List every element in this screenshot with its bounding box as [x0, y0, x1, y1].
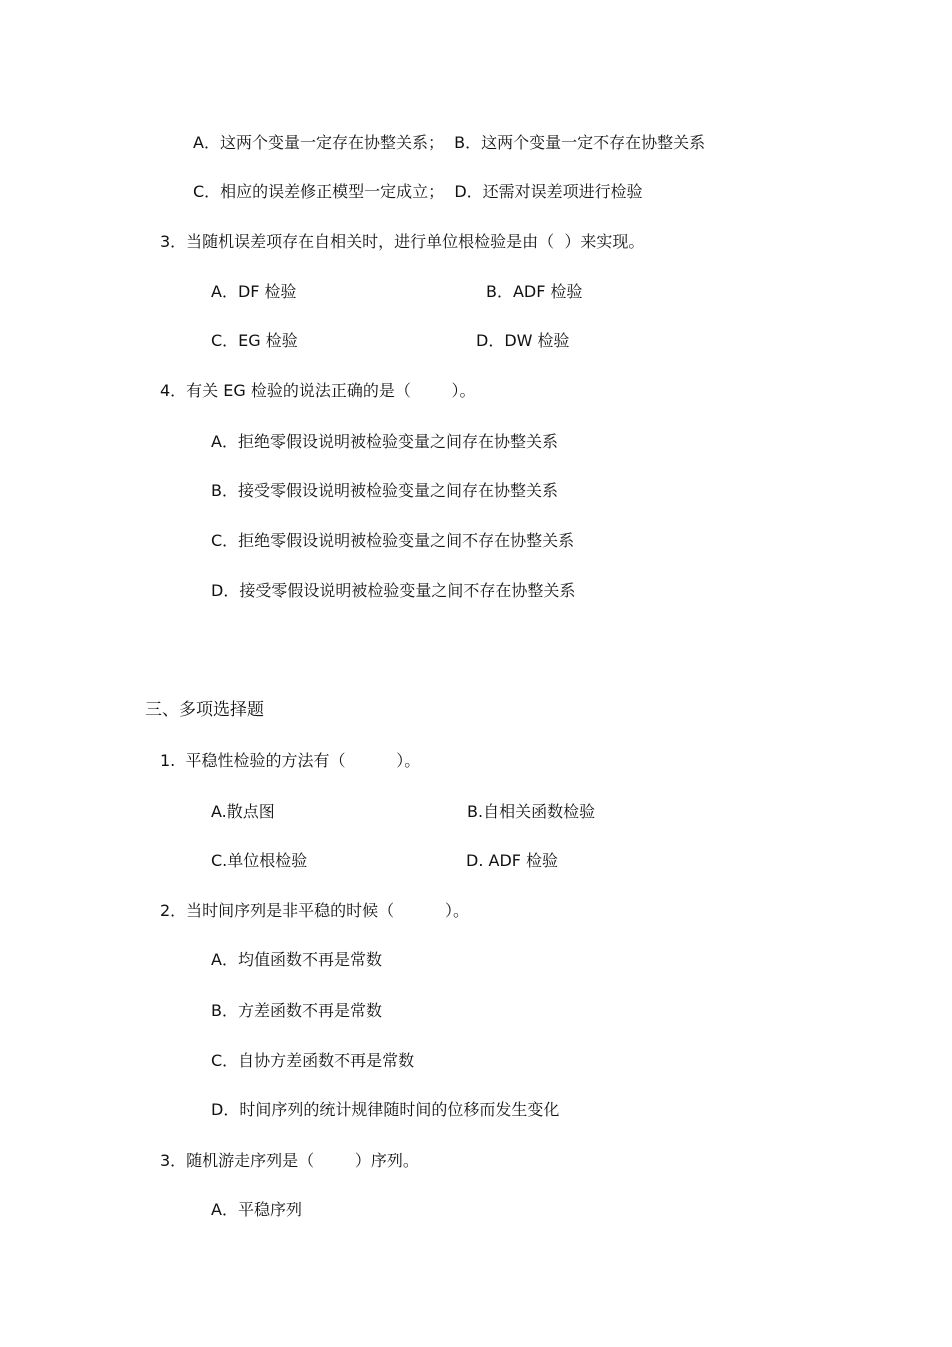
question-3-option-a: A．DF 检验 [211, 282, 297, 301]
question-3-option-d: D．DW 检验 [476, 331, 570, 350]
multi-question-1-option-a: A.散点图 [211, 802, 275, 821]
multi-question-2-option-b: B．方差函数不再是常数 [211, 1001, 382, 1020]
question-3-option-c: C．EG 检验 [211, 331, 298, 350]
section-title-multiple-choice: 三、多项选择题 [145, 700, 264, 720]
question-4-option-a: A．拒绝零假设说明被检验变量之间存在协整关系 [211, 432, 558, 451]
prev-question-options-row-1: A．这两个变量一定存在协整关系； B．这两个变量一定不存在协整关系 [193, 133, 706, 152]
question-4-option-d: D．接受零假设说明被检验变量之间不存在协整关系 [211, 581, 576, 600]
multi-question-2-option-c: C．自协方差函数不再是常数 [211, 1051, 415, 1070]
multi-question-2-stem: 2．当时间序列是非平稳的时候（ ）。 [160, 901, 470, 920]
multi-question-2-option-a: A．均值函数不再是常数 [211, 950, 382, 969]
multi-question-3-stem: 3．随机游走序列是（ ）序列。 [160, 1151, 419, 1170]
multi-question-1-option-d: D. ADF 检验 [466, 851, 559, 870]
prev-question-options-row-2: C．相应的误差修正模型一定成立； D．还需对误差项进行检验 [193, 182, 643, 201]
multi-question-1-option-c: C.单位根检验 [211, 851, 308, 870]
multi-question-1-stem: 1. 平稳性检验的方法有（ ）。 [160, 751, 421, 770]
question-4-option-c: C．拒绝零假设说明被检验变量之间不存在协整关系 [211, 531, 575, 550]
multi-question-3-option-a: A．平稳序列 [211, 1200, 302, 1219]
question-3-option-b: B．ADF 检验 [486, 282, 583, 301]
multi-question-1-option-b: B.自相关函数检验 [467, 802, 596, 821]
multi-question-2-option-d: D．时间序列的统计规律随时间的位移而发生变化 [211, 1100, 560, 1119]
question-4-stem: 4．有关 EG 检验的说法正确的是（ ）。 [160, 381, 476, 400]
question-4-option-b: B．接受零假设说明被检验变量之间存在协整关系 [211, 481, 558, 500]
question-3-stem: 3．当随机误差项存在自相关时，进行单位根检验是由（ ）来实现。 [160, 232, 645, 251]
